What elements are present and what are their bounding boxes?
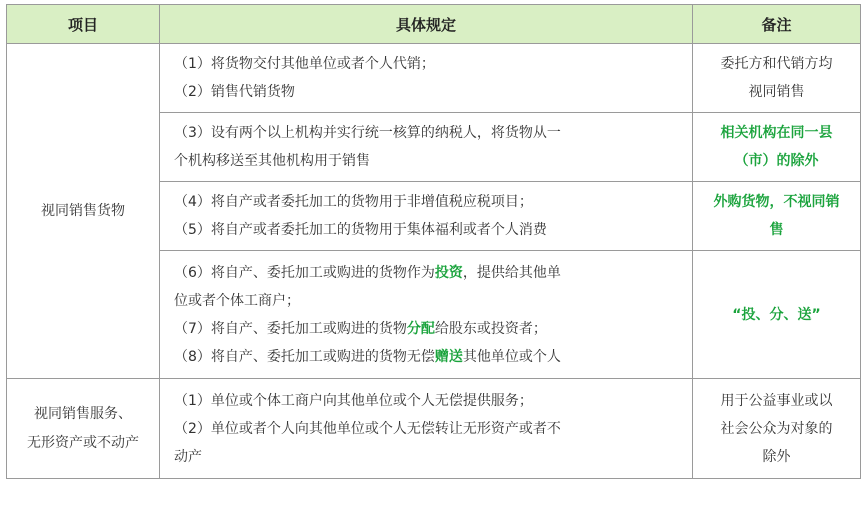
item-line: 无形资产或不动产 <box>27 434 139 451</box>
spec-line: （1）将货物交付其他单位或者个人代销； <box>174 56 435 72</box>
keyword-invest: 投资 <box>434 264 463 281</box>
note-cell <box>693 379 861 479</box>
spec-cell <box>160 182 693 251</box>
item-goods: 视同销售货物 <box>7 44 160 379</box>
spec-text: 给股东或投资者； <box>434 320 547 337</box>
table-row <box>7 379 861 479</box>
note-cell: 委托方和代销方均视同销售 <box>693 44 861 113</box>
spec-line <box>174 315 684 343</box>
spec-line: （4）将自产或者委托加工的货物用于非增值税应税项目； <box>174 194 533 210</box>
spec-cell <box>160 113 693 182</box>
spec-line: （2）销售代销货物 <box>174 84 295 100</box>
spec-cell <box>160 379 693 479</box>
spec-line: （5）将自产或者委托加工的货物用于集体福利或者个人消费 <box>174 222 547 238</box>
spec-line: （1）单位或个体工商户向其他单位或个人无偿提供服务； <box>174 392 533 409</box>
spec-line: 个机构移送至其他机构用于销售 <box>174 153 370 169</box>
table-header-row <box>7 5 861 44</box>
note-cell: 外购货物，不视同销售 <box>693 182 861 251</box>
spec-text: 其他单位或个人 <box>462 348 561 365</box>
spec-text: （6）将自产、委托加工或购进的货物作为 <box>174 264 435 281</box>
spec-line: 动产 <box>174 448 202 465</box>
spec-line <box>174 259 684 287</box>
keyword-gift: 赠送 <box>434 348 463 365</box>
spec-line <box>174 343 684 371</box>
spec-line: 位或者个体工商户； <box>174 292 300 309</box>
header-note: 备注 <box>693 5 861 44</box>
spec-line: （3）设有两个以上机构并实行统一核算的纳税人，将货物从一 <box>174 125 561 141</box>
note-line: 除外 <box>762 448 791 465</box>
note-cell: 相关机构在同一县（市）的除外 <box>693 113 861 182</box>
spec-text: （8）将自产、委托加工或购进的货物无偿 <box>174 348 435 365</box>
spec-text: （7）将自产、委托加工或购进的货物 <box>174 320 407 337</box>
item-line: 视同销售服务、 <box>34 405 132 422</box>
note-cell: “投、分、送” <box>693 251 861 379</box>
table-row <box>7 44 861 113</box>
spec-text: ，提供给其他单 <box>462 264 561 281</box>
keyword-distribute: 分配 <box>406 320 435 337</box>
note-line: 用于公益事业或以 <box>720 392 833 409</box>
spec-cell <box>160 251 693 379</box>
note-line: 社会公众为对象的 <box>720 420 833 437</box>
regulation-table <box>6 4 861 479</box>
spec-cell <box>160 44 693 113</box>
header-spec: 具体规定 <box>160 5 693 44</box>
spec-line: （2）单位或者个人向其他单位或个人无偿转让无形资产或者不 <box>174 420 561 437</box>
regulation-table-container <box>6 4 860 479</box>
item-services <box>7 379 160 479</box>
header-item: 项目 <box>7 5 160 44</box>
